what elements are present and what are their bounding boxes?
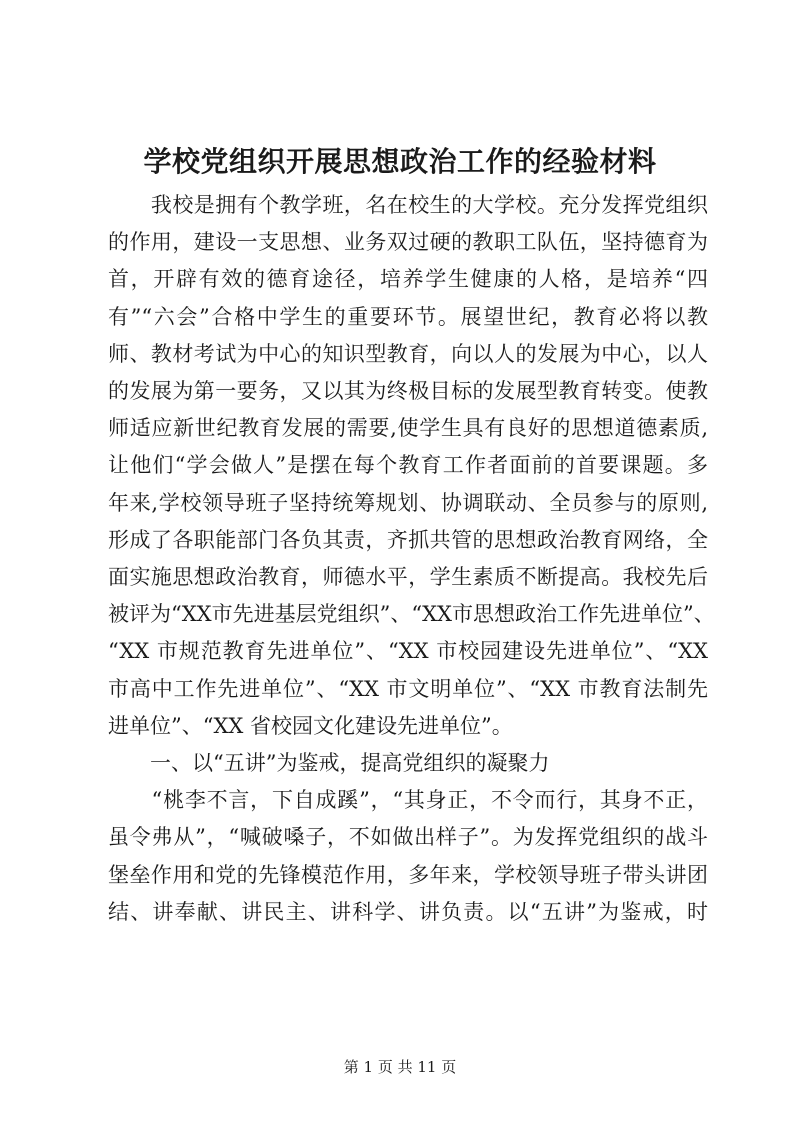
body-line: 让他们“学会做人”是摆在每个教育工作者面前的首要课题。多 (108, 453, 708, 478)
body-line: 的发展为第一要务，又以其为终极目标的发展型教育转变。使教 (108, 379, 708, 403)
document-title: 学校党组织开展思想政治工作的经验材料 (143, 145, 657, 178)
body-line: 面实施思想政治教育，师德水平，学生素质不断提高。我校先后 (108, 565, 708, 589)
body-line: 市高中工作先进单位”、“XX 市文明单位”、“XX 市教育法制先 (108, 676, 708, 701)
body-line: 师、教材考试为中心的知识型教育，向以人的发展为中心，以人 (108, 341, 708, 366)
body-line: 进单位”、“XX 省校园文化建设先进单位”。 (108, 713, 513, 738)
body-line: 形成了各职能部门各负其责，齐抓共管的思想政治教育网络，全 (108, 527, 708, 552)
body-line: “桃李不言，下自成蹊”，“其身正，不令而行，其身不正， (108, 788, 708, 813)
section-heading: 一、以“五讲”为鉴戒，提高党组织的凝聚力 (108, 751, 550, 775)
body-line: 被评为“XX市先进基层党组织”、“XX市思想政治工作先进单位”、 (108, 602, 715, 627)
body-line: 虽令弗从”，“喊破嗓子，不如做出样子”。为发挥党组织的战斗 (108, 825, 708, 850)
body-line: 结、讲奉献、讲民主、讲科学、讲负责。以“五讲”为鉴戒，时 (108, 899, 708, 924)
page-indicator: 第 1 页 共 11 页 (343, 1058, 457, 1076)
body-line: 堡垒作用和党的先锋模范作用，多年来，学校领导班子带头讲团 (108, 862, 708, 887)
body-line: 有”“六会”合格中学生的重要环节。展望世纪，教育必将以教 (108, 304, 708, 329)
body-line: 年来,学校领导班子坚持统筹规划、协调联动、全员参与的原则, (108, 490, 708, 515)
body-line: 的作用，建设一支思想、业务双过硬的教职工队伍，坚持德育为 (108, 230, 708, 255)
body-line: 师适应新世纪教育发展的需要,使学生具有良好的思想道德素质, (108, 416, 708, 441)
body-line: 我校是拥有个教学班，名在校生的大学校。充分发挥党组织 (108, 193, 708, 217)
body-line: 首，开辟有效的德育途径，培养学生健康的人格，是培养“四 (108, 267, 708, 292)
body-line: “XX 市规范教育先进单位”、“XX 市校园建设先进单位”、“XX (108, 639, 708, 664)
